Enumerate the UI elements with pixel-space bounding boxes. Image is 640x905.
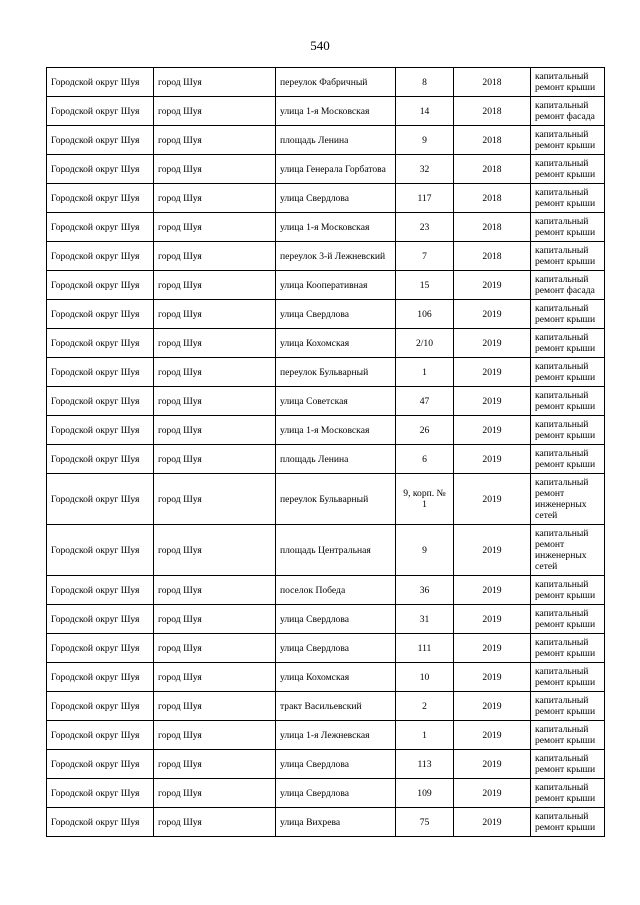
work-type-cell: капитальный ремонт крыши	[531, 750, 605, 779]
city-cell: город Шуя	[154, 605, 276, 634]
work-type-cell: капитальный ремонт инженерных сетей	[531, 474, 605, 525]
work-type-cell: капитальный ремонт крыши	[531, 692, 605, 721]
district-cell: Городской округ Шуя	[47, 416, 154, 445]
house-number-cell: 15	[396, 271, 454, 300]
page-number: 540	[310, 38, 330, 53]
city-cell: город Шуя	[154, 576, 276, 605]
house-number-cell: 9	[396, 126, 454, 155]
year-cell: 2018	[454, 126, 531, 155]
house-number-cell: 9, корп. № 1	[396, 474, 454, 525]
table-row	[47, 184, 605, 213]
street-cell: улица Свердлова	[276, 184, 396, 213]
street-cell: улица Вихрева	[276, 808, 396, 837]
street-cell: переулок Бульварный	[276, 358, 396, 387]
work-type-cell: капитальный ремонт фасада	[531, 97, 605, 126]
city-cell: город Шуя	[154, 358, 276, 387]
year-cell: 2018	[454, 97, 531, 126]
house-number-cell: 14	[396, 97, 454, 126]
city-cell: город Шуя	[154, 68, 276, 97]
district-cell: Городской округ Шуя	[47, 779, 154, 808]
work-type-cell: капитальный ремонт крыши	[531, 576, 605, 605]
table-row	[47, 68, 605, 97]
work-type-cell: капитальный ремонт крыши	[531, 721, 605, 750]
year-cell: 2018	[454, 213, 531, 242]
street-cell: улица Свердлова	[276, 634, 396, 663]
house-number-cell: 32	[396, 155, 454, 184]
district-cell: Городской округ Шуя	[47, 663, 154, 692]
work-type-cell: капитальный ремонт крыши	[531, 184, 605, 213]
year-cell: 2019	[454, 271, 531, 300]
street-cell: улица Кооперативная	[276, 271, 396, 300]
house-number-cell: 1	[396, 721, 454, 750]
city-cell: город Шуя	[154, 300, 276, 329]
work-type-cell: капитальный ремонт крыши	[531, 68, 605, 97]
house-number-cell: 106	[396, 300, 454, 329]
district-cell: Городской округ Шуя	[47, 126, 154, 155]
table-row	[47, 750, 605, 779]
year-cell: 2019	[454, 779, 531, 808]
city-cell: город Шуя	[154, 779, 276, 808]
city-cell: город Шуя	[154, 445, 276, 474]
table-row	[47, 271, 605, 300]
year-cell: 2019	[454, 445, 531, 474]
district-cell: Городской округ Шуя	[47, 184, 154, 213]
house-number-cell: 2/10	[396, 329, 454, 358]
house-number-cell: 75	[396, 808, 454, 837]
street-cell: улица Кохомская	[276, 329, 396, 358]
street-cell: тракт Васильевский	[276, 692, 396, 721]
district-cell: Городской округ Шуя	[47, 387, 154, 416]
year-cell: 2019	[454, 634, 531, 663]
year-cell: 2019	[454, 663, 531, 692]
work-type-cell: капитальный ремонт крыши	[531, 663, 605, 692]
work-type-cell: капитальный ремонт крыши	[531, 605, 605, 634]
table-row	[47, 242, 605, 271]
street-cell: поселок Победа	[276, 576, 396, 605]
house-number-cell: 9	[396, 525, 454, 576]
city-cell: город Шуя	[154, 184, 276, 213]
work-type-cell: капитальный ремонт крыши	[531, 329, 605, 358]
house-number-cell: 10	[396, 663, 454, 692]
district-cell: Городской округ Шуя	[47, 445, 154, 474]
table-row	[47, 416, 605, 445]
house-number-cell: 47	[396, 387, 454, 416]
city-cell: город Шуя	[154, 416, 276, 445]
street-cell: улица Советская	[276, 387, 396, 416]
house-number-cell: 109	[396, 779, 454, 808]
district-cell: Городской округ Шуя	[47, 329, 154, 358]
city-cell: город Шуя	[154, 329, 276, 358]
city-cell: город Шуя	[154, 808, 276, 837]
house-number-cell: 6	[396, 445, 454, 474]
table-row	[47, 445, 605, 474]
year-cell: 2019	[454, 387, 531, 416]
city-cell: город Шуя	[154, 474, 276, 525]
street-cell: улица 1-я Московская	[276, 416, 396, 445]
year-cell: 2019	[454, 474, 531, 525]
street-cell: площадь Ленина	[276, 126, 396, 155]
city-cell: город Шуя	[154, 97, 276, 126]
district-cell: Городской округ Шуя	[47, 242, 154, 271]
district-cell: Городской округ Шуя	[47, 358, 154, 387]
year-cell: 2018	[454, 155, 531, 184]
street-cell: площадь Ленина	[276, 445, 396, 474]
street-cell: улица 1-я Лежневская	[276, 721, 396, 750]
district-cell: Городской округ Шуя	[47, 634, 154, 663]
year-cell: 2018	[454, 242, 531, 271]
table-row	[47, 300, 605, 329]
work-type-cell: капитальный ремонт крыши	[531, 242, 605, 271]
district-cell: Городской округ Шуя	[47, 605, 154, 634]
work-type-cell: капитальный ремонт крыши	[531, 155, 605, 184]
house-number-cell: 2	[396, 692, 454, 721]
work-type-cell: капитальный ремонт крыши	[531, 416, 605, 445]
table-row	[47, 576, 605, 605]
city-cell: город Шуя	[154, 271, 276, 300]
street-cell: переулок Бульварный	[276, 474, 396, 525]
table-row	[47, 155, 605, 184]
work-type-cell: капитальный ремонт крыши	[531, 634, 605, 663]
work-type-cell: капитальный ремонт крыши	[531, 779, 605, 808]
table-row	[47, 358, 605, 387]
district-cell: Городской округ Шуя	[47, 300, 154, 329]
year-cell: 2019	[454, 750, 531, 779]
street-cell: улица Свердлова	[276, 779, 396, 808]
house-number-cell: 111	[396, 634, 454, 663]
house-number-cell: 1	[396, 358, 454, 387]
table-row	[47, 779, 605, 808]
table-row	[47, 126, 605, 155]
year-cell: 2019	[454, 576, 531, 605]
street-cell: улица Генерала Горбатова	[276, 155, 396, 184]
district-cell: Городской округ Шуя	[47, 155, 154, 184]
district-cell: Городской округ Шуя	[47, 271, 154, 300]
table-row	[47, 474, 605, 525]
work-type-cell: капитальный ремонт фасада	[531, 271, 605, 300]
work-type-cell: капитальный ремонт крыши	[531, 808, 605, 837]
city-cell: город Шуя	[154, 155, 276, 184]
city-cell: город Шуя	[154, 721, 276, 750]
table-row	[47, 525, 605, 576]
street-cell: улица Кохомская	[276, 663, 396, 692]
city-cell: город Шуя	[154, 634, 276, 663]
table-row	[47, 692, 605, 721]
street-cell: переулок Фабричный	[276, 68, 396, 97]
street-cell: улица Свердлова	[276, 300, 396, 329]
district-cell: Городской округ Шуя	[47, 525, 154, 576]
district-cell: Городской округ Шуя	[47, 808, 154, 837]
table-row	[47, 808, 605, 837]
table-row	[47, 605, 605, 634]
table-body	[47, 68, 605, 837]
district-cell: Городской округ Шуя	[47, 692, 154, 721]
house-number-cell: 26	[396, 416, 454, 445]
house-number-cell: 31	[396, 605, 454, 634]
house-number-cell: 117	[396, 184, 454, 213]
year-cell: 2018	[454, 68, 531, 97]
table-row	[47, 97, 605, 126]
district-cell: Городской округ Шуя	[47, 213, 154, 242]
city-cell: город Шуя	[154, 750, 276, 779]
year-cell: 2019	[454, 416, 531, 445]
street-cell: улица 1-я Московская	[276, 213, 396, 242]
house-number-cell: 36	[396, 576, 454, 605]
street-cell: улица Свердлова	[276, 605, 396, 634]
district-cell: Городской округ Шуя	[47, 97, 154, 126]
street-cell: переулок 3-й Лежневский	[276, 242, 396, 271]
house-number-cell: 113	[396, 750, 454, 779]
year-cell: 2019	[454, 358, 531, 387]
house-number-cell: 8	[396, 68, 454, 97]
city-cell: город Шуя	[154, 525, 276, 576]
house-number-cell: 23	[396, 213, 454, 242]
year-cell: 2019	[454, 300, 531, 329]
city-cell: город Шуя	[154, 387, 276, 416]
table-row	[47, 663, 605, 692]
district-cell: Городской округ Шуя	[47, 576, 154, 605]
district-cell: Городской округ Шуя	[47, 68, 154, 97]
street-cell: улица 1-я Московская	[276, 97, 396, 126]
repair-schedule-table	[46, 67, 605, 837]
table-row	[47, 213, 605, 242]
work-type-cell: капитальный ремонт крыши	[531, 300, 605, 329]
district-cell: Городской округ Шуя	[47, 721, 154, 750]
city-cell: город Шуя	[154, 213, 276, 242]
street-cell: улица Свердлова	[276, 750, 396, 779]
district-cell: Городской округ Шуя	[47, 750, 154, 779]
work-type-cell: капитальный ремонт крыши	[531, 387, 605, 416]
city-cell: город Шуя	[154, 242, 276, 271]
city-cell: город Шуя	[154, 692, 276, 721]
table-row	[47, 387, 605, 416]
work-type-cell: капитальный ремонт крыши	[531, 445, 605, 474]
work-type-cell: капитальный ремонт крыши	[531, 358, 605, 387]
city-cell: город Шуя	[154, 126, 276, 155]
city-cell: город Шуя	[154, 663, 276, 692]
year-cell: 2019	[454, 808, 531, 837]
work-type-cell: капитальный ремонт крыши	[531, 213, 605, 242]
year-cell: 2018	[454, 184, 531, 213]
street-cell: площадь Центральная	[276, 525, 396, 576]
year-cell: 2019	[454, 692, 531, 721]
house-number-cell: 7	[396, 242, 454, 271]
table-row	[47, 329, 605, 358]
year-cell: 2019	[454, 329, 531, 358]
year-cell: 2019	[454, 605, 531, 634]
district-cell: Городской округ Шуя	[47, 474, 154, 525]
work-type-cell: капитальный ремонт инженерных сетей	[531, 525, 605, 576]
work-type-cell: капитальный ремонт крыши	[531, 126, 605, 155]
year-cell: 2019	[454, 721, 531, 750]
table-row	[47, 634, 605, 663]
year-cell: 2019	[454, 525, 531, 576]
table-row	[47, 721, 605, 750]
